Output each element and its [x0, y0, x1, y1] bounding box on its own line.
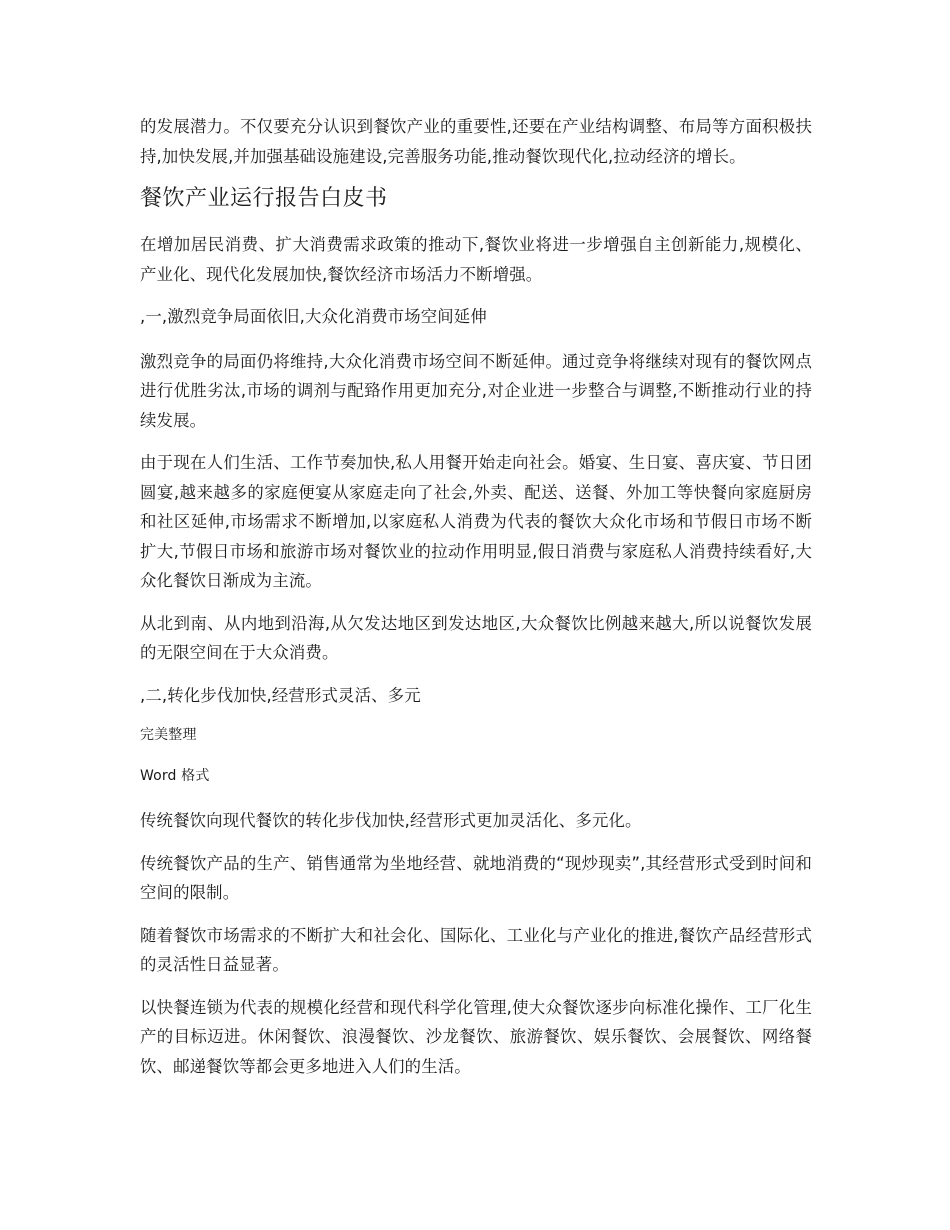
paragraph-traditional: 传统餐饮产品的生产、销售通常为坐地经营、就地消费的“现炒现卖”,其经营形式受到时间和空间的限制。	[140, 853, 812, 902]
section-heading: 餐饮产业运行报告白皮书	[140, 186, 388, 211]
paragraph-regional: 从北到南、从内地到沿海,从欠发达地区到发达地区,大众餐饮比例越来越大,所以说餐饮发展的无限空间在于大众消费。	[140, 613, 812, 662]
paragraph-market-growth: 随着餐饮市场需求的不断扩大和社会化、国际化、工业化与产业化的推进,餐饮产品经营形式的灵活性日益显著。	[140, 925, 812, 974]
paragraph-competition: 激烈竞争的局面仍将维持,大众化消费市场空间不断延伸。通过竞争将继续对现有的餐饮网点进行优胜劣汰,市场的调剂与配臵作用更加充分,对企业进一步整合与调整,不断推动行业的持续发展。	[140, 351, 812, 430]
watermark-label: 完美整理	[140, 727, 197, 743]
paragraph-chain-management: 以快餐连锁为代表的规模化经营和现代科学化管理,使大众餐饮逐步向标准化操作、工厂化生产的目标迈进。休闲餐饮、浪漫餐饮、沙龙餐饮、旅游餐饮、娱乐餐饮、会展餐饮、网络餐饮、邮递餐饮等都会更多地进入人们的生活。	[140, 997, 812, 1076]
paragraph-intro: 的发展潜力。不仅要充分认识到餐饮产业的重要性,还要在产业结构调整、布局等方面积极扶持,加快发展,并加强基础设施建设,完善服务功能,推动餐饮现代化,拉动经济的增长。	[140, 117, 812, 166]
document-body	[140, 112, 812, 1094]
paragraph-lifestyle: 由于现在人们生活、工作节奏加快,私人用餐开始走向社会。婚宴、生日宴、喜庆宴、节日团圆宴,越来越多的家庭便宴从家庭走向了社会,外卖、配送、送餐、外加工等快餐向家庭厨房和社区延伸,市场需求不断增加,以家庭私人消费为代表的餐饮大众化市场和节假日市场不断扩大,节假日市场和旅游市场对餐饮业的拉动作用明显,假日消费与家庭私人消费持续看好,大众化餐饮日渐成为主流。	[140, 453, 812, 590]
format-label: Word 格式	[140, 768, 210, 784]
paragraph-policy: 在增加居民消费、扩大消费需求政策的推动下,餐饮业将进一步增强自主创新能力,规模化、产业化、现代化发展加快,餐饮经济市场活力不断增强。	[140, 235, 812, 284]
subheading-transformation: ,二,转化步伐加快,经营形式灵活、多元	[140, 685, 421, 705]
paragraph-transformation: 传统餐饮向现代餐饮的转化步伐加快,经营形式更加灵活化、多元化。	[140, 811, 642, 830]
subheading-competition: ,一,激烈竞争局面依旧,大众化消费市场空间延伸	[140, 307, 487, 326]
